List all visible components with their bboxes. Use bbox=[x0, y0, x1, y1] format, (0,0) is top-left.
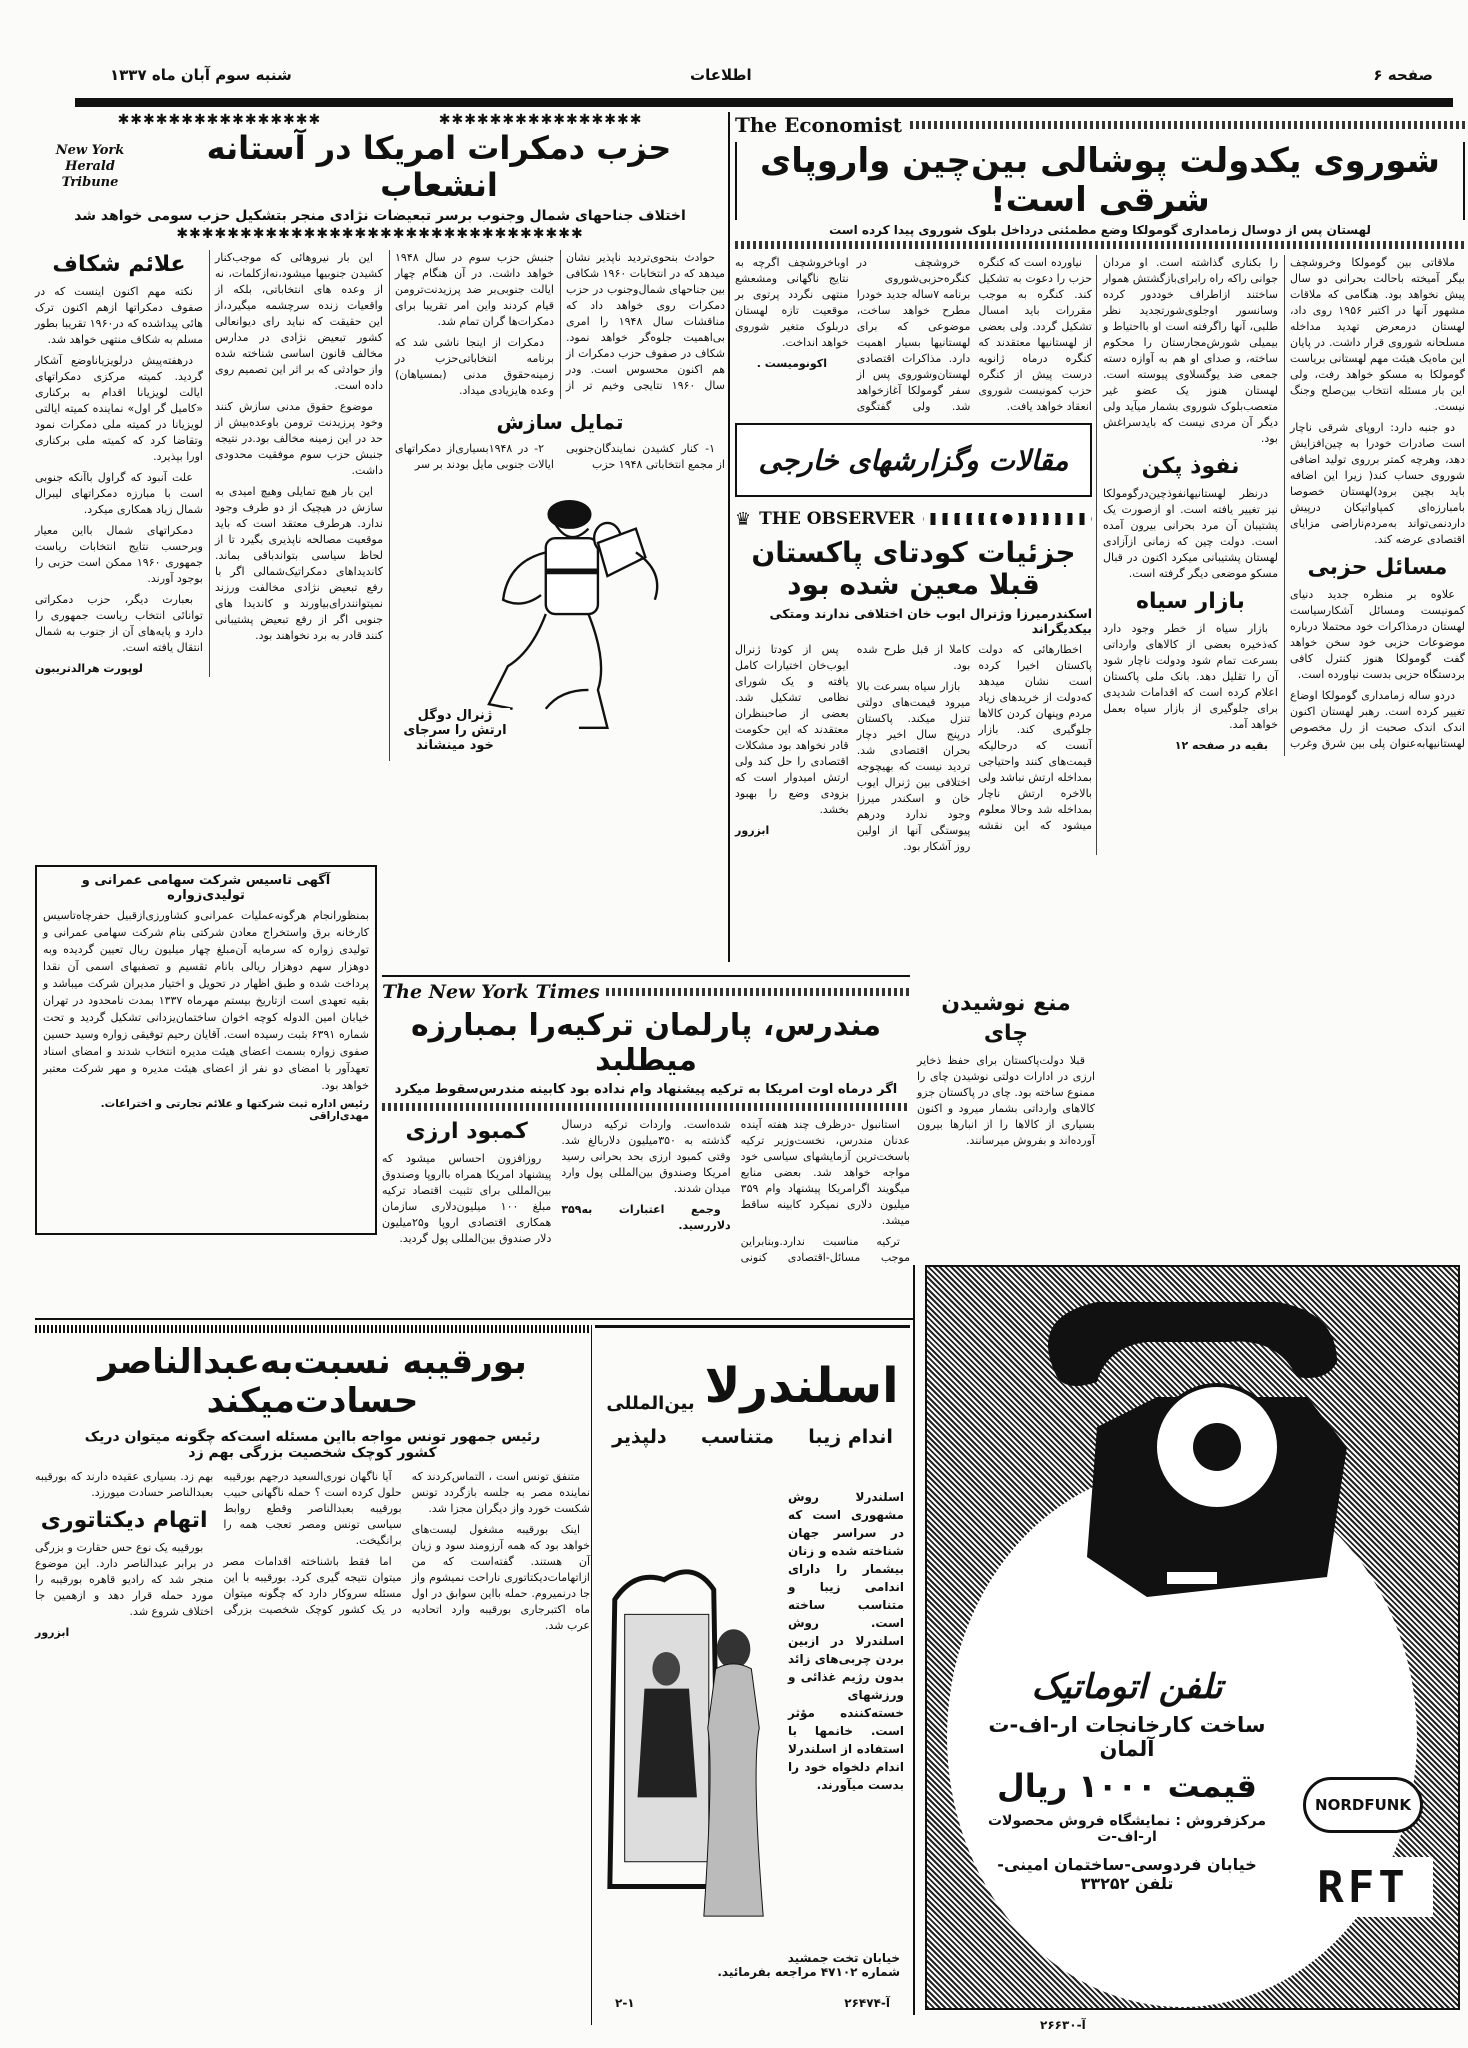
wavy-divider bbox=[910, 121, 1465, 129]
paragraph: دردو ساله زمامداری گومولکا اوضاع تغییر کرده است. رهبر لهستان اکنون اندک اندک صحبت از رل مخصوص لهستانیهابه‌عنوان پلی بین شرق وغرب را بکناری گذاشته است. او مردان جوانی راکه راه رابرای‌بازگشتش هموار ساختند ازاطراف خوددور کرده وسانسور اوجلوی‌شور‌تجدید نظر طلبی، آنها راگرفته است او بااحتیاط و بیمیلی شورش‌مجارستان را محکوم ساخته، و صدای او هم به آوازه دسته جمعی ضد یوگسلاوی پیوسته است. لهستان هنوز یک عضو غیر متعصب‌بلوک شوروی بشمار میآید ولی دیگر آن مردی نیست که بایدسراغش بود. bbox=[1103, 256, 1465, 751]
nyt-subhead: اگر درماه اوت امریکا به ترکیه پیشنهاد وام نداده بود کابینه مندرس‌سقوط میکرد bbox=[394, 1082, 898, 1097]
dots-divider bbox=[923, 513, 1092, 525]
herald-right-part bbox=[395, 250, 725, 761]
paragraph: ۱- کنار کشیدن نمایندگان‌جنوبی از مجمع انتخاباتی ۱۹۴۸ حزب bbox=[566, 441, 725, 471]
slenderella-ad bbox=[595, 1325, 910, 2015]
paragraph: وجمع اعتبارات به۳۵۹ دلاررسید. bbox=[561, 1203, 731, 1232]
divider bbox=[382, 1103, 910, 1111]
paragraph: استانبول -درظرف چند هفته آینده عدنان مندرس، نخست‌وزیر ترکیه باسخت‌ترین آزمایشهای سیاسی خود مواجه خواهد شد. بعضی منابع میگویند اگرامریکا پیشنهاد وام ۳۵۹ میلیون دلاری نمیکرد کابینه ساقط میشد. bbox=[740, 1118, 910, 1227]
telephone-ad-text bbox=[982, 1667, 1272, 1893]
paragraph: این بار هیچ تمایلی وهیچ امیدی به سازش در هیچیک از دو طرف وجود ندارد. هرطرف معتقد است که باید موقعیت مصالحه ناپذیری بگیرد تا از لحاظ سیاسی بتواندباقی بماند. کاندیداهای دمکراتیک‌شمالی اگر با رفع تبعیض نژادی مخالفت ورزند نمیتوانندرای‌بیاورند و کاندیدا های جنوبی اگر از رفع تبعیض پشتیبانی کنند قادر به برد نخواهند بود. bbox=[215, 484, 383, 642]
telephone-ad-sales: مرکزفروش : نمایشگاه فروش محصولات ار-اف-ت bbox=[987, 1813, 1266, 1845]
section-heading: منع نوشیدن چای bbox=[941, 991, 1071, 1046]
stars-divider: ✱✱✱✱✱✱✱✱✱✱✱✱✱✱✱✱ ✱✱✱✱✱✱✱✱✱✱✱✱✱✱✱✱ bbox=[117, 112, 643, 128]
ad-code: ۲-۱ bbox=[615, 1996, 635, 2010]
paragraph: درنظر لهستانیهانفوذ‌چین‌درگومولکا نیز تغییر یافته است. او ازصورت یک پشتیبان آن مرد بحرانی بیرون آمده است. دولت چین که زمانی ازآزادی لهستان پشتیبانی میکرد اکنون در قبال مسکو موضعی دیگر گرفته است. bbox=[1103, 487, 1278, 581]
paragraph: بازار سیاه بسرعت بالا میرود قیمت‌های دولتی تنزل میکند. پاکستان درپنج سال اخیر دچار بحران اقتصادی شد. تردید نیست که بهیچوجه اختلافی بین ژنرال ایوب خان و اسکندر میرزا وجود ندارد ودرهم پیوستگی آنها از اولین روز آشکار بود. bbox=[856, 679, 971, 853]
paragraph: بازار سیاه از خطر وجود دارد که‌ذخیره بعضی از کالاهای وارداتی بسرعت تمام شود ودولت ناچار شود آن را تقلیل دهد. بانک ملی پاکستان اعلام کرده است که اقدامات شدیدی برای جلوگیری از بازار سیاه بعمل خواهد آمد. bbox=[1103, 622, 1278, 732]
herald-compromise-section bbox=[395, 407, 725, 478]
tea-ban-column bbox=[917, 985, 1095, 1154]
tagline-item: اندام زیبا bbox=[808, 1426, 893, 1448]
paragraph: پس از کودتا ژنرال ایوب‌خان اختیارات کامل یافته و یک شورای نظامی تشکیل شد. بعضی از صاحبنظران معتقدند که این حکومت قادر نخواهد بود مشکلات اقتصادی را حل کند ولی ارتش امیدوار است که بزودی وضع را بهبود بخشد. bbox=[735, 642, 849, 816]
nyt-columns bbox=[382, 1117, 910, 1266]
column-divider bbox=[913, 1265, 915, 2015]
economist-columns-right bbox=[1103, 255, 1465, 756]
crest-icon: ♛ bbox=[735, 508, 752, 530]
bourguiba-headline: بورقیبه نسبت‌به‌عبدالناصر حسادت‌میکند bbox=[98, 1342, 527, 1422]
herald-subhead: اختلاف جناحهای شمال وجنوب برسر تبعیضات نژادی منجر بتشکیل حزب سومی خواهد شد bbox=[74, 207, 686, 224]
paragraph: آیا ناگهان نوری‌السعید درجهم بورقیبه حلول کرده است ؟ حمله ناگهانی حبیب بورقیبه بعبدالناصر وقطع روابط سیاسی تونس ومصر تعجب همه را برانگیخت. bbox=[223, 1470, 402, 1548]
notice-body: بمنظورانجام هرگونه‌عملیات عمرانی‌و کشاورزی‌ازقبیل حفرچاه‌تاسیس کارخانه برق واستخراج معادن شرکتی بنام شرکت سهامی عمرانی و تولیدی زواره که سرمایه آن‌مبلغ چهار میلیون ریال تعیین گردیده وبه دوهزار سهم دوهزار ریالی بانام تقسیم و تصفبهای اسمی آن نقدا پرداخت شده و طبق اظهار در تحویل و اختیار مدیران شرکت میباشد و بقیه تعهدی است ازتاریخ بیستم مهرماه ۱۳۳۷ بمدت نامحدود در تهران خیابان امین الدوله کوچه اخوان ساختمان‌یزدانی تشکیل گردید و تحت شماره ۶۳۹۱ بثبت رسیده است. آقایان رحیم توفیقی زواره وسید حسین صفوی زواره بسمت اعضای هیئت مدیره انتخاب شدند و امضای اسناد تعهدآور با امضای دو نفر از اعضای هیئت مدیره و مهر شرکت معتبر خواهد بود. bbox=[43, 909, 369, 1092]
section-heading: کمبود ارزی bbox=[405, 1119, 528, 1144]
paragraph: دمکراتهای شمال بااین معیار وبرحسب نتایج انتخابات ریاست جمهوری ۱۹۶۰ ممکن است حزبی را بوجود آورند. bbox=[35, 523, 203, 585]
divider bbox=[606, 988, 910, 996]
slenderella-brand: اسلندرلا bbox=[704, 1358, 899, 1414]
paragraph: خروشچف در کنگره‌حزبی‌شوروی برنامه ۷ساله جدید خودرا مطرح خواهد ساخت، موضوعی که برای لهستانیها بسیار اهمیت دارد. مذاکرات اقتصادی لهستان‌وشوروی پس از سفر گومولکا آغازخواهد شد. ولی گفتگوی اوباخروشچف اگرچه به نتایج ناگهانی ومشعشع منتهی نگردد پرتوی بر موقعیت تازه لهستان دربلوک متغیر شوروی خواهد انداخت. bbox=[735, 256, 971, 414]
nyt-logo: The New York Times bbox=[382, 981, 600, 1003]
divider bbox=[35, 1325, 590, 1333]
economist-signature: اکونومیست . bbox=[756, 357, 827, 371]
paragraph: اما فقط باشناخته اقدامات مصر میتوان نتیجه گیری کرد. بورقیبه با این مسئله سروکار دارد که چگونه میتوان در یک کشور کوچک شخصیت بزرگی بهم زد. بسیاری عقیده دارند که بورقیبه بعبدالناصر حسادت میورزد. bbox=[35, 1470, 402, 1617]
issue-date: شنبه سوم آبان ماه ۱۳۳۷ bbox=[110, 66, 292, 84]
page-number: صفحه ۶ bbox=[1373, 66, 1433, 84]
tagline-item: متناسب bbox=[700, 1426, 775, 1448]
company-notice bbox=[35, 865, 377, 1235]
paragraph: نکته مهم اکنون اینست که در صفوف دمکراتها ازهم اکنون ترک هائی پیداشده که در۱۹۶۰ تقریبا بطور مسلم به شکاف منتهی خواهد شد. bbox=[35, 284, 203, 346]
bourguiba-columns bbox=[35, 1469, 590, 1641]
nordfunk-globe-logo: NORDFUNK bbox=[1303, 1777, 1423, 1833]
telephone-ad-address: خیابان فردوسی-ساختمان امینی-تلفن ۳۳۲۵۲ bbox=[997, 1855, 1257, 1893]
slenderella-address: خیابان تخت جمشید bbox=[787, 1951, 900, 1965]
telephone-ad-price: قیمت ۱۰۰۰ ریال bbox=[997, 1767, 1257, 1805]
economist-right-part bbox=[1103, 255, 1465, 854]
herald-article bbox=[35, 112, 725, 761]
foreign-reports-title: مقالات وگزارشهای خارجی bbox=[758, 443, 1069, 477]
telephone-illustration bbox=[1017, 1287, 1377, 1617]
column-divider bbox=[591, 1325, 592, 2025]
paragraph: حوادث بنحوی‌تردید ناپذیر نشان میدهد که در انتخابات ۱۹۶۰ شکافی بین جناحهای شمال‌وجنوب در حزب دمکرات روی خواهد داد که مناقشات سال ۱۹۴۸ را امری بی‌اهمیت جلوه‌گر خواهد نمود. شکاف در صفوف حزب دمکرات از هم اکنون محسوس است. ودر سال ۱۹۶۰ نتایجی وخیم تر از جنبش حزب سوم در سال ۱۹۴۸ خواهد داشت. در آن هنگام چهار ایالت جنوبی‌بر ضد پرزیدنت‌ترومن قیام کردند واین امر تقریبا برای دمکرات‌ها گران تمام شد. bbox=[395, 250, 725, 392]
paragraph: متنفق تونس است ، التماس‌کردند که نماینده مصر به جلسه بازگردد تونس شکست خورد واز دیگران مجزا شد. bbox=[411, 1470, 590, 1516]
section-heading: تمایل سازش bbox=[496, 409, 624, 434]
economist-logo: The Economist bbox=[735, 113, 903, 137]
section-heading: علائم شکاف bbox=[52, 251, 186, 277]
cartoon-caption: ژنرال دوگل ارتش را سرجای خود مینشاند bbox=[400, 708, 510, 753]
wavy-divider bbox=[735, 241, 1465, 249]
herald-tribune-logo: New York Herald Tribune bbox=[55, 143, 125, 190]
economist-columns-left bbox=[735, 255, 1092, 415]
paragraph: ترکیه مناسبت ندارد.وبنابراین موجب مسائل-اقتصادی کنونی شده‌است. واردات ترکیه درسال گذشته به ۳۵۰میلیون دلاربالغ شد. وقتی کمبود ارزی بحد بحرانی رسید امریکا وصندوق بین‌المللی پول وارد میدان شدند. bbox=[561, 1118, 910, 1264]
foreign-reports-box bbox=[735, 423, 1092, 497]
bourguiba-article bbox=[35, 1325, 590, 1641]
economist-subhead: لهستان پس از دوسال زمامداری گومولکا وضع مطمئنی درداخل بلوک شوروی پیدا کرده است bbox=[829, 223, 1371, 238]
paragraph: اخطارهائی که دولت پاکستان اخیرا کرده است نشان میدهد که‌دولت از خریدهای زیاد مردم وپنهان کردن کالاها جلوگیری کند. بازار آنست که درحالیکه قیمت‌های کنند واحتیاجی بمداخله ارتش نباشد ولی بالاخره ارتش ناچار بمداخله شد وحالا معلوم میشود که این نقشه کاملا از قبل طرح شده بود. bbox=[856, 642, 1092, 832]
paragraph: بورقیبه یک نوع حس حقارت و بزرگی در برابر عبدالناصر دارد. این موضوع منجر شد که رادیو قاهره بورقیبه را مورد حمله قرار دهد و ازهمین جا اختلاف شروع شد. bbox=[35, 1541, 214, 1619]
economist-left-part bbox=[735, 255, 1097, 854]
paragraph: بعبارت دیگر، حزب دمکراتی توانائی انتخاب ریاست جمهوری را دارد و پایه‌های آن از جنوب به شمال انتقال یافته است. bbox=[35, 592, 203, 654]
stars-divider: ✱✱✱✱✱✱✱✱✱✱✱✱✱✱✱✱✱✱✱✱✱✱✱✱✱✱✱✱✱✱✱✱ bbox=[176, 225, 584, 242]
herald-columns-right bbox=[395, 250, 725, 399]
paragraph: موضوع حقوق مدنی سازش کنند وخود پرزیدنت ترومن باوعده‌بیش از حد در این زمینه مخالف بود.در نتیجه جنبش حزب سوم موفقیت محدودی داشت. bbox=[215, 399, 383, 477]
observer-headline: جزئیات کودتای پاکستان قبلا معین شده بود bbox=[751, 536, 1076, 602]
paragraph: علاوه بر منظره جدید دنیای کمونیست ومسائل آشکارسیاست لهستان درمذاکرات خود محتملا درباره موضوعات حزبی خود سخن خواهد گفت گومولکا هنوز کنترل کافی بردستگاه حزبی بدست نیاورده است. bbox=[1290, 588, 1465, 682]
observer-article bbox=[735, 505, 1092, 854]
telephone-ad bbox=[925, 1265, 1460, 2010]
paragraph: دو جنبه دارد: اروپای شرقی ناچار است صادرات خودرا به چین‌افزایش دهد، وهرچه کمتر برروی تولید اضافی شوروی حساب کند( زیرا این اضافه باید بچین برود)لهستان خصوصا بامبارزه‌ای کمپاواتیکان درپیش داردنمی‌تواند به‌مردم‌ناراضی مزایای اقتصادی عرضه کند. bbox=[1290, 421, 1465, 547]
economist-headline: شوروی یکدولت پوشالی بین‌چین واروپای شرقی است! bbox=[735, 142, 1465, 220]
paragraph: نیاورده است که کنگره حزب را دعوت به تشکیل کند. کنگره به موجب مقررات باید امسال تشکیل گردد. ولی بعضی از لهستانیها معتقدند که کنگره درماه ژانویه درست پیش از کنگره حزب کمونیست شوروی انعقاد خواهد یافت. bbox=[978, 256, 1092, 414]
continued-note: بقیه در صفحه ۱۲ bbox=[1174, 739, 1268, 753]
mirror-woman-illustration bbox=[595, 1558, 783, 1928]
paragraph: علت آنبود که گراول باآنکه جنوبی است با مبارزه دمکراتهای لیبرال شمال زیاد همکاری میکرد. bbox=[35, 470, 203, 516]
observer-subhead: اسکندرمیرزا وژنرال ایوب خان اختلافی ندارند ومتکی بیکدیگراند bbox=[769, 605, 1092, 636]
section-heading: بازار سیاه bbox=[1136, 589, 1245, 615]
rft-logo: RFT bbox=[1293, 1857, 1433, 1917]
nyt-article bbox=[382, 975, 910, 1266]
header-rule bbox=[75, 98, 1453, 107]
newspaper-name: اطلاعات bbox=[690, 66, 752, 84]
observer-logo: THE OBSERVER bbox=[759, 509, 915, 530]
telephone-ad-maker: ساخت کارخانجات ار-اف-ت آلمان bbox=[988, 1713, 1266, 1761]
observer-signature: ابزرور bbox=[735, 823, 770, 837]
bourguiba-subhead: رئیس جمهور تونس مواجه بااین مسئله است‌که چگونه میتوان دریک کشور کوچک شخصیت بزرگی بهم زد bbox=[84, 1429, 541, 1462]
slenderella-brand-suffix: بین‌المللی bbox=[606, 1393, 695, 1414]
notice-signature: رئیس اداره ثبت شرکتها و علائم تجارتی و اختراعات. مهدی‌اراقی bbox=[100, 1098, 369, 1122]
paragraph: ۲- در ۱۹۴۸بسیاری‌از دمکراتهای ایالات جنوبی مایل بودند بر سر bbox=[395, 441, 554, 471]
herald-columns-left bbox=[35, 250, 383, 677]
herald-left-part bbox=[35, 250, 390, 761]
de-gaulle-cartoon bbox=[395, 486, 725, 761]
economist-article bbox=[735, 112, 1465, 855]
notice-title: آگهی تاسیس شرکت سهامی عمرانی و تولیدی‌زواره bbox=[81, 873, 331, 903]
section-heading: اتهام دیکتاتوری bbox=[40, 1508, 208, 1534]
slenderella-phone: شماره ۴۷۱۰۲ مراجعه بفرمائید. bbox=[717, 1965, 900, 1979]
observer-columns bbox=[735, 642, 1092, 855]
paragraph: روزافزون احساس میشود که پیشنهاد امریکا همراه بااروپا وصندوق بین‌المللی برای تثبیت اقتصاد ترکیه مبلغ ۱۰۰ میلیون‌دلاری سازمان همکاری اقتصادی اروپا و۲۵میلیون دلار صندوق بین‌المللی پول گردید. bbox=[382, 1152, 552, 1245]
paragraph: این بار نیروهائی که موجب‌کنار کشیدن جنوبیها میشود،نه‌ازکلمات، نه از وعده های انتخاباتی، بلکه از واقعیات زنده سرچشمه میگیرد،از این حقیقت که نباید رای دیوانعالی کشور تبعیض نژادی در مدارس مخالف قانون اساسی شناخته شده واز حوادثی که بر اثر این تصمیم روی داده است. bbox=[215, 250, 383, 392]
herald-headline: حزب دمکرات امریکا در آستانه انشعاب bbox=[206, 129, 672, 204]
telephone-ad-title: تلفن اتوماتیک bbox=[1031, 1667, 1223, 1707]
paragraph: دمکرات از اینجا ناشی شد که برنامه انتخاباتی‌حزب در زمینه‌حقوق مدنی (بمسیاهان) وعده هایزیادی میداد. bbox=[395, 335, 554, 397]
bourguiba-signature: ابزرور bbox=[35, 1626, 70, 1640]
section-rule bbox=[35, 1318, 913, 1320]
ad-code: آ-۲۶۶۳۰ bbox=[1040, 2018, 1086, 2032]
tagline-item: دلپذیر bbox=[612, 1426, 667, 1448]
paragraph: قبلا دولت‌پاکستان برای حفظ ذخایر ارزی در ادارات دولتی نوشیدن چای را ممنوع ساخته بود. چای در پاکستان جزو کالاهای وارداتی بشمار میرود و اکنون بسیاری از کالاها را از انبارها بیرون آورده‌اند و بفروش میرسانند. bbox=[917, 1054, 1095, 1147]
ad-code: آ-۲۶۴۷۴ bbox=[844, 1996, 890, 2010]
paragraph: اینک بورقیبه مشغول لیست‌های خواهد بود که همه آرزومند سود و زیان آن هستند. گفته‌است که من ازاتهامات‌دیکتاتوری ناراحت نمیشوم واز جا درنمیروم. حمله بااین سوابق در اول ماه اکتبرجاری بورقیبه وارد اتحادیه عرب شد. bbox=[411, 1523, 590, 1633]
paragraph: ملاقاتی بین گومولکا وخروشچف بیگر آمیخته باحالت بحرانی دو سال پیش نخواهد بود. هنگامی که ملاقات مشهور آنها در اکتبر ۱۹۵۶ روی داد، لهستان درمعرض تهدید مداخله مسلحانه شوروی قرار داشت. در پایان این ماه‌یک هیئت مهم لهستانی بریاست گومولکا به مسکو خواهد رفت، ولی این بار مسئله انتخاب بین‌صلح وجنگ نیست. bbox=[1290, 256, 1465, 414]
slenderella-body: اسلندرلا روش مشهوری است که در سراسر جهان شناخته شده و زنان بیشمار را دارای اندامی زیبا و متناسب ساخته است. روش اسلندرلا در ازبین بردن چربی‌های زائد بدون رژیم غذائی و ورزشهای خسته‌کننده مؤثر است. خانمها با استفاده از اسلندرلا اندام دلخواه خود را بدست میآورند. bbox=[788, 1490, 904, 1792]
nyt-headline: مندرس، پارلمان ترکیه‌را بمبارزه میطلبد bbox=[410, 1008, 882, 1078]
paragraph: درهفته‌پیش درلویزیانا‌وضع آشکار گردید. کمیته مرکزی دمکراتهای ایالت لویزیانا اقدام به برکناری «کامیل گر اول» نماینده کمیته ایالتی لویزیانا در کمیته ملی دمکرات نمود وتقاضا کرد که کمیته ملی برکناری اورا بپذیرد. bbox=[35, 353, 203, 463]
herald-signature: لوپورت هرالدتریبون bbox=[35, 661, 143, 675]
column-divider bbox=[728, 112, 730, 962]
section-heading: نفوذ پکن bbox=[1141, 454, 1240, 480]
section-heading: مسائل حزبی bbox=[1307, 555, 1448, 581]
